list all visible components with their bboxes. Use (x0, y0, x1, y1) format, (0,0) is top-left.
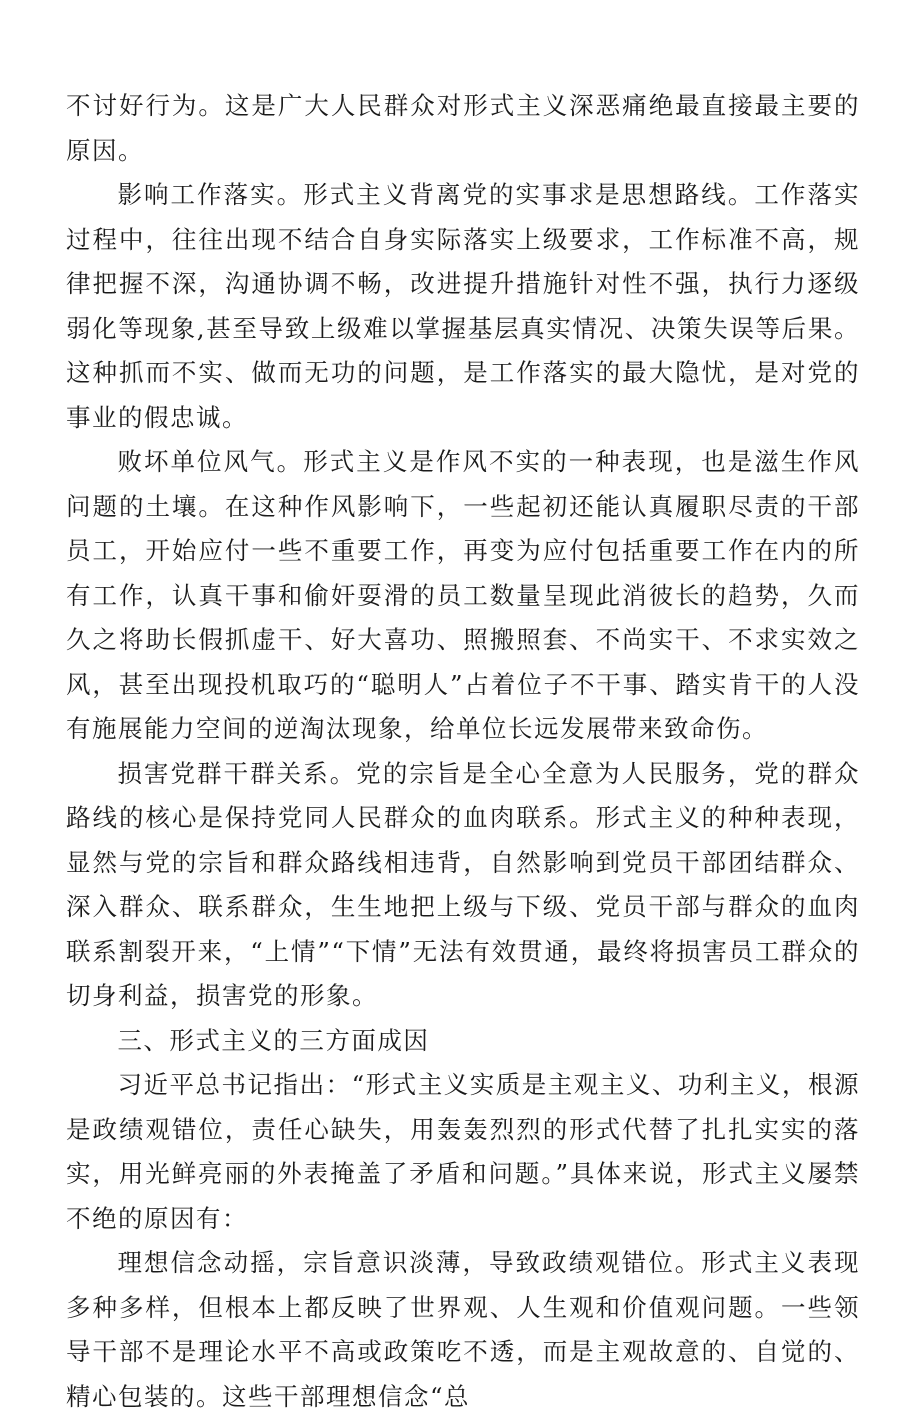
paragraph-work-implementation: 影响工作落实。形式主义背离党的实事求是思想路线。工作落实过程中，往往出现不结合自身实际落实上级要求，工作标准不高，规律把握不深，沟通协调不畅，改进提升措施针对性不强，执行力逐级弱化等现象,甚至导致上级难以掌握基层真实情况、决策失误等后果。这种抓而不实、做而无功的问题，是工作落实的最大隐忧，是对党的事业的假忠诚。 (66, 180, 860, 432)
section-heading: 三、形式主义的三方面成因 (117, 1025, 430, 1055)
paragraph-party-mass-relations: 损害党群干群关系。党的宗旨是全心全意为人民服务，党的群众路线的核心是保持党同人民群众的血肉联系。形式主义的种种表现，显然与党的宗旨和群众路线相违背，自然影响到党员干部团结群众、深入群众、联系群众，生生地把上级与下级、党员干部与群众的血肉联系割裂开来，“上情”“下情”无法有效贯通，最终将损害员工群众的切身利益，损害党的形象。 (66, 758, 860, 1010)
paragraph-ideals-beliefs: 理想信念动摇，宗旨意识淡薄，导致政绩观错位。形式主义表现多种多样，但根本上都反映了世界观、人生观和价值观问题。一些领导干部不是理论水平不高或政策吃不透，而是主观故意的、自觉的、精心包装的。这些干部理想信念“总 (66, 1248, 860, 1411)
paragraph-quote: 习近平总书记指出：“形式主义实质是主观主义、功利主义，根源是政绩观错位，责任心缺失，用轰轰烈烈的形式代替了扎扎实实的落实，用光鲜亮丽的外表掩盖了矛盾和问题。”具体来说，形式主义屡禁不绝的原因有： (66, 1070, 860, 1233)
paragraph-unit-atmosphere: 败坏单位风气。形式主义是作风不实的一种表现，也是滋生作风问题的土壤。在这种作风影响下，一些起初还能认真履职尽责的干部员工，开始应付一些不重要工作，再变为应付包括重要工作在内的所有工作，认真干事和偷奸耍滑的员工数量呈现此消彼长的趋势，久而久之将助长假抓虚干、好大喜功、照搬照套、不尚实干、不求实效之风，甚至出现投机取巧的“聪明人”占着位子不干事、踏实肯干的人没有施展能力空间的逆淘汰现象，给单位长远发展带来致命伤。 (66, 447, 860, 743)
paragraph-continuation: 不讨好行为。这是广大人民群众对形式主义深恶痛绝最直接最主要的原因。 (66, 91, 860, 165)
